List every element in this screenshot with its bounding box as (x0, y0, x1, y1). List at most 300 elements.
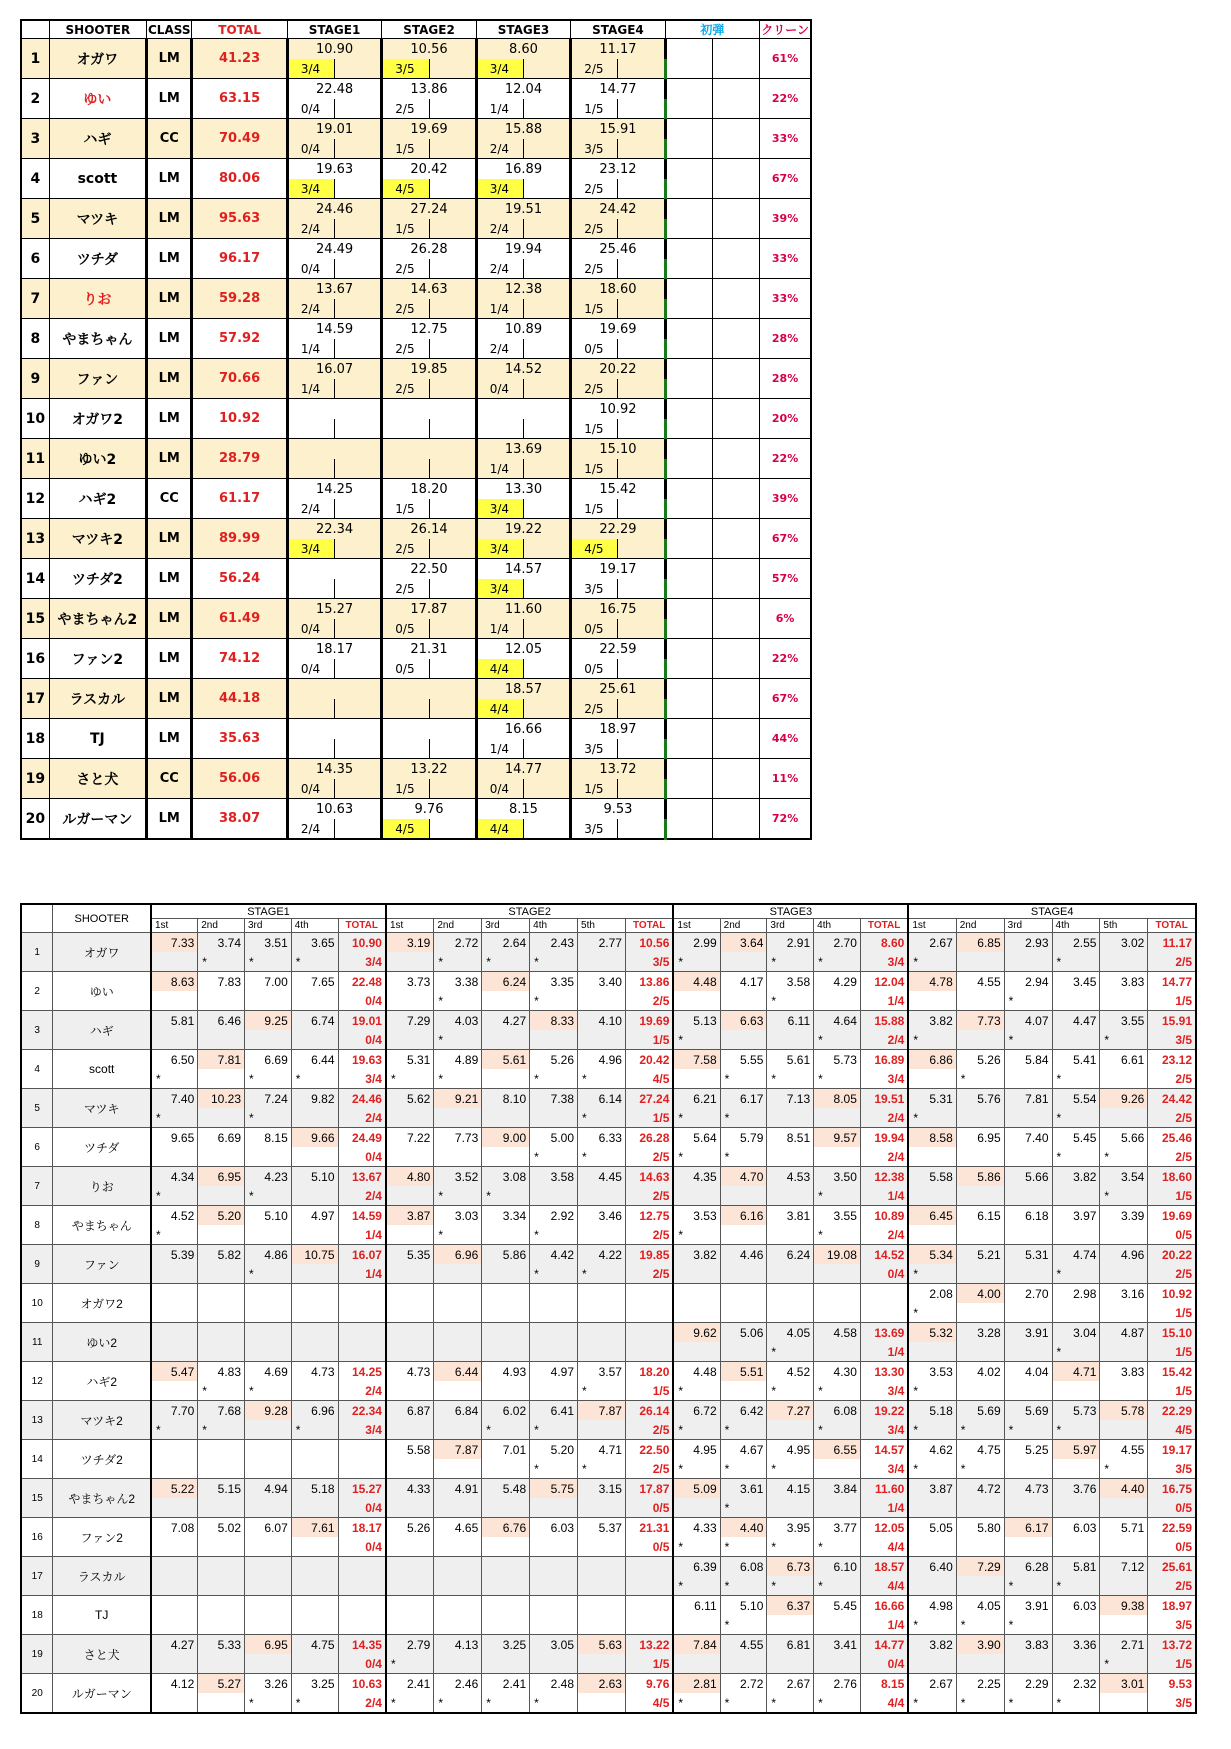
shot-time: 7.87 (434, 1440, 482, 1460)
shot-time: 5.20 (530, 1440, 578, 1460)
clean-mark (386, 1303, 434, 1323)
clean-mark (245, 1030, 292, 1050)
shot-time: 6.18 (1004, 1206, 1052, 1226)
clean-mark: * (151, 1225, 198, 1245)
clean-mark (1052, 1303, 1100, 1323)
clean-mark (1100, 1108, 1148, 1128)
clean-mark (291, 1108, 338, 1128)
clean-mark (1100, 1264, 1148, 1284)
shot-time: 5.64 (673, 1128, 720, 1148)
clean-mark: * (814, 1030, 861, 1050)
clean-mark (1100, 1537, 1148, 1557)
blank-cell (429, 459, 476, 479)
detail-row-marks (21, 1264, 1196, 1284)
stage-total: 23.12 (1148, 1050, 1196, 1070)
first-shot-cell (712, 79, 759, 119)
detail-row-marks (21, 1342, 1196, 1362)
clean-mark (151, 1576, 198, 1596)
stage-total: 16.07 (338, 1245, 386, 1265)
clean-mark (1100, 1069, 1148, 1089)
stage-clean-count: 1/5 (1148, 1186, 1196, 1206)
total-cell: 70.66 (192, 359, 287, 399)
stage-clean-count: 0/5 (1148, 1498, 1196, 1518)
clean-mark: * (291, 1420, 338, 1440)
stage-clean-count: 1/4 (860, 1186, 908, 1206)
shot-time: 4.35 (673, 1167, 720, 1187)
clean-mark (151, 952, 198, 972)
stage-clean-count (625, 1303, 673, 1323)
stage-clean-count: 0/4 (287, 259, 334, 279)
shot-time: 4.75 (291, 1635, 338, 1655)
row-number: 16 (21, 1518, 53, 1557)
blank-cell (523, 499, 570, 519)
summary-row (21, 799, 811, 820)
shot-time: 3.97 (1052, 1206, 1100, 1226)
clean-mark: * (908, 1030, 956, 1050)
clean-mark (291, 1030, 338, 1050)
shot-time: 2.08 (908, 1284, 956, 1304)
clean-mark (198, 1264, 245, 1284)
shot-time: 4.27 (482, 1011, 530, 1031)
header-stage3: STAGE3 (673, 904, 908, 919)
first-shot-cell (712, 399, 759, 439)
clean-mark: * (386, 1693, 434, 1713)
class-cell: LM (147, 599, 192, 639)
stage-clean-count: 4/5 (625, 1693, 673, 1713)
shot-time: 3.46 (578, 1206, 626, 1226)
stage-clean-count (625, 1576, 673, 1596)
row-number: 10 (21, 399, 49, 439)
clean-mark (151, 1030, 198, 1050)
shot-time (434, 1284, 482, 1304)
detail-row (21, 1557, 1196, 1577)
shot-time: 7.29 (386, 1011, 434, 1031)
shot-time: 5.20 (198, 1206, 245, 1226)
blank-cell (618, 619, 665, 639)
clean-mark (673, 1654, 720, 1674)
shot-time: 3.82 (1052, 1167, 1100, 1187)
clean-mark: * (434, 1225, 482, 1245)
blank-cell (523, 539, 570, 559)
shooter-name: ゆい2 (53, 1323, 151, 1362)
shot-time: 4.03 (434, 1011, 482, 1031)
row-number: 12 (21, 1362, 53, 1401)
stage-total: 13.72 (1148, 1635, 1196, 1655)
summary-row (21, 599, 811, 620)
shot-time: 5.84 (1004, 1050, 1052, 1070)
clean-mark: * (1100, 1459, 1148, 1479)
header-no (21, 20, 49, 39)
clean-mark: * (1052, 1342, 1100, 1362)
stage-clean-count: 1/5 (571, 99, 618, 119)
stage-clean-count: 1/5 (625, 1381, 673, 1401)
clean-mark: * (482, 1186, 530, 1206)
shot-time: 6.69 (245, 1050, 292, 1070)
shot-time: 7.13 (767, 1089, 814, 1109)
stage-clean-count: 3/4 (476, 59, 523, 79)
clean-mark (578, 1303, 626, 1323)
header-no (21, 904, 53, 933)
shot-time: 6.03 (530, 1518, 578, 1538)
clean-mark (482, 1381, 530, 1401)
stage-clean-count: 3/4 (287, 59, 334, 79)
shot-time: 4.64 (814, 1011, 861, 1031)
shot-time: 6.10 (814, 1557, 861, 1577)
stage-clean-count: 1/5 (382, 139, 429, 159)
clean-mark (482, 1342, 530, 1362)
shot-time: 4.46 (720, 1245, 767, 1265)
clean-mark (151, 1537, 198, 1557)
blank-cell (618, 179, 665, 199)
blank-cell (429, 579, 476, 599)
shot-time (530, 1557, 578, 1577)
clean-mark: * (245, 1069, 292, 1089)
clean-mark: * (673, 1225, 720, 1245)
clean-mark (956, 991, 1004, 1011)
stage-clean-count: 1/5 (571, 459, 618, 479)
stage-clean-count: 3/4 (476, 499, 523, 519)
shot-time (530, 1284, 578, 1304)
stage-time: 19.85 (382, 359, 476, 380)
shot-time: 3.87 (386, 1206, 434, 1226)
clean-mark (673, 1069, 720, 1089)
shot-time: 5.31 (386, 1050, 434, 1070)
clean-mark (814, 1342, 861, 1362)
shot-time: 6.85 (956, 933, 1004, 953)
clean-mark (482, 1654, 530, 1674)
clean-mark: * (814, 1381, 861, 1401)
clean-mark (814, 1654, 861, 1674)
stage-clean-count (338, 1459, 386, 1479)
total-cell: 70.49 (192, 119, 287, 159)
shot-time (245, 1596, 292, 1616)
clean-mark (291, 1615, 338, 1635)
shooter-name: オガワ2 (49, 399, 146, 439)
stage-clean-count: 3/4 (860, 1069, 908, 1089)
first-shot-cell (712, 519, 759, 559)
stage-clean-count: 2/5 (571, 179, 618, 199)
blank-cell (429, 659, 476, 679)
shot-time: 4.55 (1100, 1440, 1148, 1460)
clean-mark (151, 1693, 198, 1713)
stage-clean-count: 2/5 (382, 99, 429, 119)
clean-mark (1004, 1264, 1052, 1284)
detail-row (21, 1635, 1196, 1655)
clean-mark: * (908, 1303, 956, 1323)
clean-mark: * (956, 1069, 1004, 1089)
class-cell: LM (147, 519, 192, 559)
shot-time: 6.14 (578, 1089, 626, 1109)
clean-mark (720, 1225, 767, 1245)
first-shot-cell (712, 359, 759, 399)
shot-time: 2.67 (908, 933, 956, 953)
stage-time (476, 399, 570, 420)
clean-percent: 67% (760, 519, 811, 559)
shot-time: 5.86 (482, 1245, 530, 1265)
shot-time: 6.73 (767, 1557, 814, 1577)
shot-time (151, 1557, 198, 1577)
stage-clean-count (382, 739, 429, 759)
stage-clean-count: 2/5 (1148, 1108, 1196, 1128)
clean-mark (530, 1498, 578, 1518)
stage-total: 14.25 (338, 1362, 386, 1382)
shot-time: 7.73 (956, 1011, 1004, 1031)
shot-time: 4.07 (1004, 1011, 1052, 1031)
shot-time: 4.87 (1100, 1323, 1148, 1343)
clean-mark: * (908, 1420, 956, 1440)
clean-mark: * (386, 1069, 434, 1089)
stage-time: 15.10 (571, 439, 665, 460)
clean-mark: * (673, 1420, 720, 1440)
shot-time (482, 1323, 530, 1343)
stage-time: 9.76 (382, 799, 476, 820)
stage-total: 14.59 (338, 1206, 386, 1226)
shooter-name: ハギ (53, 1011, 151, 1050)
stage-clean-count: 3/5 (1148, 1030, 1196, 1050)
stage-total: 24.42 (1148, 1089, 1196, 1109)
row-number: 19 (21, 759, 49, 799)
clean-mark: * (767, 1576, 814, 1596)
clean-mark (1052, 1225, 1100, 1245)
shot-time: 4.69 (245, 1362, 292, 1382)
row-number: 3 (21, 119, 49, 159)
clean-mark (198, 1186, 245, 1206)
shot-time: 4.95 (767, 1440, 814, 1460)
stage-clean-count (382, 419, 429, 439)
shot-time: 5.18 (291, 1479, 338, 1499)
stage-time: 18.57 (476, 679, 570, 700)
shot-time (434, 1323, 482, 1343)
stage-clean-count: 1/4 (860, 1498, 908, 1518)
total-cell: 41.23 (192, 39, 287, 79)
blank-cell (429, 699, 476, 719)
shot-time: 7.01 (482, 1440, 530, 1460)
clean-mark (578, 1654, 626, 1674)
stage-time: 24.46 (287, 199, 381, 220)
shot-time: 5.33 (198, 1635, 245, 1655)
shot-time: 5.25 (1004, 1440, 1052, 1460)
detail-row (21, 1362, 1196, 1382)
stage-clean-count: 2/5 (1148, 1264, 1196, 1284)
class-cell: LM (147, 279, 192, 319)
shot-time: 3.83 (1100, 1362, 1148, 1382)
shot-time: 4.55 (720, 1635, 767, 1655)
clean-mark (245, 1342, 292, 1362)
stage-time: 21.31 (382, 639, 476, 660)
shot-time: 4.42 (530, 1245, 578, 1265)
shot-time: 2.67 (908, 1674, 956, 1694)
clean-mark: * (1052, 952, 1100, 972)
shot-time: 4.12 (151, 1674, 198, 1694)
clean-mark (814, 991, 861, 1011)
shot-time: 2.77 (578, 933, 626, 953)
stage-clean-count: 0/4 (287, 139, 334, 159)
stage-time: 12.04 (476, 79, 570, 100)
shooter-name: やまちゃん (49, 319, 146, 359)
summary-row (21, 719, 811, 740)
shot-time: 6.17 (720, 1089, 767, 1109)
shot-time: 4.93 (482, 1362, 530, 1382)
shot-time: 5.97 (1052, 1440, 1100, 1460)
clean-mark: * (814, 1576, 861, 1596)
clean-mark: * (673, 1693, 720, 1713)
stage-total: 26.14 (625, 1401, 673, 1421)
clean-mark: * (1004, 1030, 1052, 1050)
clean-mark (767, 1498, 814, 1518)
clean-mark: * (151, 1420, 198, 1440)
detail-row-marks (21, 991, 1196, 1011)
stage-time: 16.89 (476, 159, 570, 180)
clean-mark: * (578, 1459, 626, 1479)
clean-mark (1004, 1225, 1052, 1245)
shot-time: 4.62 (908, 1440, 956, 1460)
clean-mark (151, 1381, 198, 1401)
stage-time (382, 719, 476, 740)
stage-clean-count (338, 1576, 386, 1596)
clean-mark (291, 1186, 338, 1206)
clean-mark (291, 1342, 338, 1362)
shot-time: 3.95 (767, 1518, 814, 1538)
clean-mark: * (956, 1615, 1004, 1635)
clean-mark: * (578, 1264, 626, 1284)
stage-total: 20.42 (625, 1050, 673, 1070)
total-cell: 74.12 (192, 639, 287, 679)
detail-row-marks (21, 1186, 1196, 1206)
stage-clean-count: 3/5 (571, 819, 618, 839)
clean-mark (386, 991, 434, 1011)
first-shot-cell (665, 679, 712, 719)
clean-mark (1052, 1615, 1100, 1635)
stage-total: 10.90 (338, 933, 386, 953)
stage-clean-count: 2/4 (860, 1108, 908, 1128)
first-shot-cell (665, 759, 712, 799)
clean-mark: * (530, 1420, 578, 1440)
stage-clean-count: 3/5 (382, 59, 429, 79)
shot-time: 4.97 (530, 1362, 578, 1382)
clean-mark (482, 1537, 530, 1557)
summary-row (21, 519, 811, 540)
row-number: 18 (21, 1596, 53, 1635)
shot-time: 7.12 (1100, 1557, 1148, 1577)
detail-row-marks (21, 1303, 1196, 1323)
stage-clean-count: 0/5 (571, 619, 618, 639)
stage-time: 16.75 (571, 599, 665, 620)
detail-row (21, 1479, 1196, 1499)
shot-time: 6.95 (245, 1635, 292, 1655)
blank-cell (523, 459, 570, 479)
header-first-shot: 初弾 (665, 20, 759, 39)
clean-mark (151, 1498, 198, 1518)
clean-mark (956, 952, 1004, 972)
stage-total: 16.66 (860, 1596, 908, 1616)
stage-clean-count (625, 1615, 673, 1635)
shot-time: 4.30 (814, 1362, 861, 1382)
clean-mark (434, 1576, 482, 1596)
shot-time: 4.71 (1052, 1362, 1100, 1382)
stage-clean-count: 2/5 (382, 339, 429, 359)
clean-mark (198, 1108, 245, 1128)
first-shot-cell (712, 639, 759, 679)
shot-time (386, 1323, 434, 1343)
clean-mark: * (814, 1693, 861, 1713)
stage-total: 25.46 (1148, 1128, 1196, 1148)
shooter-name: ツチダ (49, 239, 146, 279)
stage-clean-count: 1/4 (476, 459, 523, 479)
summary-row (21, 279, 811, 300)
blank-cell (523, 339, 570, 359)
clean-mark (530, 1537, 578, 1557)
shooter-name: TJ (49, 719, 146, 759)
clean-mark (767, 1420, 814, 1440)
shot-time: 5.00 (530, 1128, 578, 1148)
shot-time: 6.44 (434, 1362, 482, 1382)
total-cell: 35.63 (192, 719, 287, 759)
shot-time (530, 1596, 578, 1616)
shot-time (386, 1557, 434, 1577)
shot-time: 9.66 (291, 1128, 338, 1148)
shot-time: 6.81 (767, 1635, 814, 1655)
clean-mark: * (578, 1108, 626, 1128)
shot-time: 4.53 (767, 1167, 814, 1187)
stage-clean-count: 0/4 (338, 1147, 386, 1167)
row-number: 16 (21, 639, 49, 679)
shot-time: 5.32 (908, 1323, 956, 1343)
clean-mark: * (1004, 991, 1052, 1011)
clean-mark (908, 1147, 956, 1167)
clean-mark: * (720, 1420, 767, 1440)
shooter-name: りお (53, 1167, 151, 1206)
clean-mark (956, 1654, 1004, 1674)
header-shot-1: 1st (673, 919, 720, 933)
shot-time (245, 1323, 292, 1343)
shooter-name: ラスカル (49, 679, 146, 719)
clean-mark (956, 1303, 1004, 1323)
clean-mark: * (1004, 1420, 1052, 1440)
clean-mark: * (434, 1069, 482, 1089)
stage-clean-count (382, 699, 429, 719)
header-total: TOTAL (192, 20, 287, 39)
detail-row (21, 1674, 1196, 1694)
shot-time: 3.76 (1052, 1479, 1100, 1499)
total-cell: 61.49 (192, 599, 287, 639)
shot-time: 4.75 (956, 1440, 1004, 1460)
shooter-name: りお (49, 279, 146, 319)
stage-total: 11.17 (1148, 933, 1196, 953)
clean-mark: * (720, 1537, 767, 1557)
shot-time: 3.83 (1004, 1635, 1052, 1655)
stage-clean-count: 4/4 (476, 699, 523, 719)
shot-time: 5.45 (1052, 1128, 1100, 1148)
detail-row-marks (21, 952, 1196, 972)
clean-mark (151, 1303, 198, 1323)
class-cell: LM (147, 439, 192, 479)
detail-row-marks (21, 1108, 1196, 1128)
shot-time: 5.22 (151, 1479, 198, 1499)
stage-time: 13.72 (571, 759, 665, 780)
clean-mark (386, 1225, 434, 1245)
row-number: 8 (21, 1206, 53, 1245)
shot-time: 2.98 (1052, 1284, 1100, 1304)
class-cell: LM (147, 399, 192, 439)
shooter-name: ゆい2 (49, 439, 146, 479)
summary-row (21, 319, 811, 340)
clean-mark (767, 1225, 814, 1245)
stage-total: 12.04 (860, 972, 908, 992)
summary-row (21, 439, 811, 460)
first-shot-cell (712, 559, 759, 599)
header-stage1: STAGE1 (287, 20, 381, 39)
shot-time: 4.33 (673, 1518, 720, 1538)
